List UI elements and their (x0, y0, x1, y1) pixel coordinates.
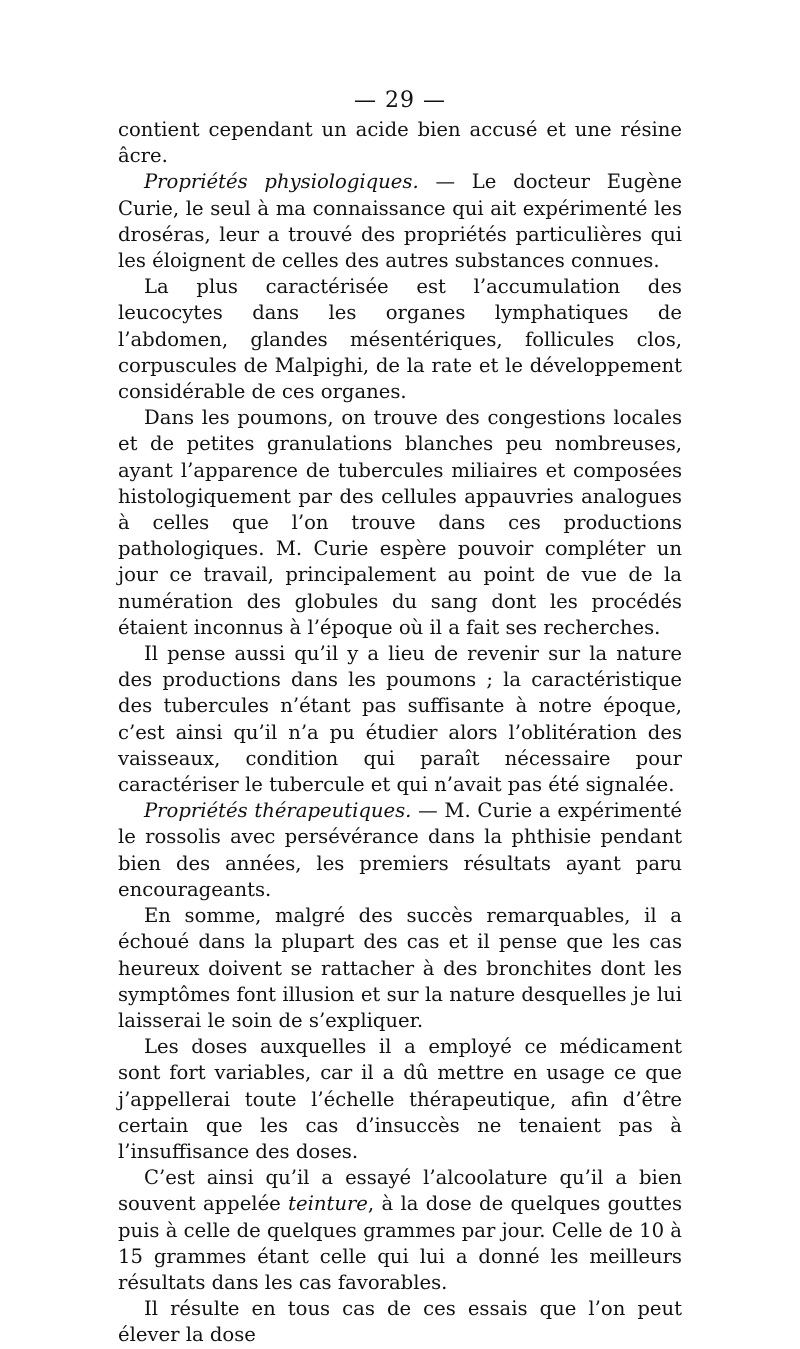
paragraph-text: La plus caractérisée est l’accumulation des leucocytes dans les organes lymphatiques de l’abdomen, glandes mésentériques, follicules clos, corpuscules de Malpighi, de la rate et le développement considérable de ces organes. (118, 275, 682, 404)
paragraph-therapeutic-properties (118, 798, 682, 903)
page-number: — 29 — (354, 88, 446, 113)
paragraph-lungs (118, 405, 682, 641)
paragraph-leucocytes (118, 274, 682, 405)
paragraph-text: contient cependant un acide bien accusé et une résine âcre. (118, 118, 682, 168)
paragraph-doses (118, 1034, 682, 1165)
paragraph-text: — Le docteur Eugène Curie, le seul à ma connaissance qui ait expérimenté les droséras, leur a trouvé des propriétés particulières qui les éloignent de celles des autres substances connues. (118, 170, 682, 273)
paragraph-text-after: , à la dose de quelques gouttes puis à celle de quelques grammes par jour. Celle de 10 à 15 grammes étant celle qui lui a donné les meilleurs résultats dans les cas favorables. (118, 1192, 682, 1294)
text-body (118, 117, 682, 1349)
paragraph-text: — M. Curie a expérimenté le rossolis avec persévérance dans la phthisie pendant bien des années, les premiers résultats ayant paru encourageants. (118, 799, 682, 901)
paragraph-text: Il pense aussi qu’il y a lieu de revenir sur la nature des productions dans les poumons ; la caractéristique des tubercules n’étant pas suffisante à notre époque, c’est ainsi qu’il n’a pu étudier alors l’oblitération des vaisseaux, condition qui paraît nécessaire pour caractériser le tubercule et qui n’avait pas été signalée. (118, 642, 682, 797)
section-lead-therapeutic: Propriétés thérapeutiques. (144, 799, 412, 823)
paragraph-text: Il résulte en tous cas de ces essais que l’on peut élever la dose (118, 1297, 682, 1347)
emphasis-teinture: teinture (288, 1192, 368, 1216)
paragraph-alcoolature (118, 1165, 682, 1296)
paragraph-continuation (118, 117, 682, 169)
section-lead-physiological: Propriétés physiologiques. (144, 170, 419, 194)
paragraph-text: Dans les poumons, on trouve des congestions locales et de petites granulations blanches peu nombreuses, ayant l’apparence de tubercules miliaires et composées histologiquement par des cellules appauvries analogues à celles que l’on trouve dans ces productions pathologiques. M. Curie espère pouvoir compléter un jour ce travail, principalement au point de vue de la numération des globules du sang dont les procédés étaient inconnus à l’époque où il a fait ses recherches. (118, 406, 682, 639)
paragraph-text: Les doses auxquelles il a employé ce médicament sont fort variables, car il a dû mettre en usage ce que j’appellerai toute l’échelle thérapeutique, afin d’être certain que les cas d’insuccès ne tenaient pas à l’insuffisance des doses. (118, 1035, 682, 1163)
paragraph-productions (118, 641, 682, 798)
paragraph-conclusion (118, 1296, 682, 1348)
paragraph-summary (118, 903, 682, 1034)
paragraph-physiological-properties (118, 169, 682, 274)
paragraph-text-before: C’est ainsi qu’il a essayé l’alcoolature qu’il a bien souvent appelée (118, 1166, 682, 1216)
paragraph-text: En somme, malgré des succès remarquables, il a échoué dans la plupart des cas et il pense que les cas heureux doivent se rattacher à des bronchites dont les symptômes font illusion et sur la nature desquelles je lui laisserai le soin de s’expliquer. (118, 904, 682, 1032)
